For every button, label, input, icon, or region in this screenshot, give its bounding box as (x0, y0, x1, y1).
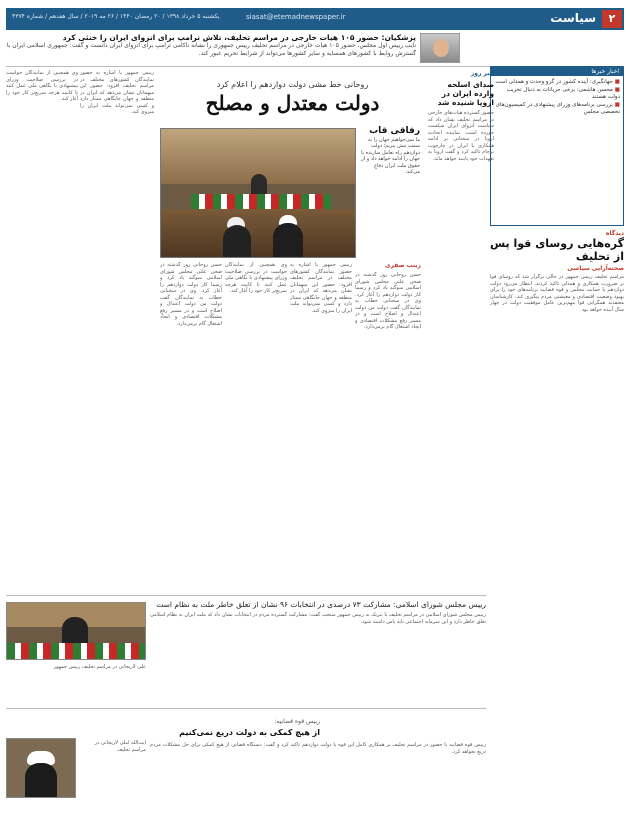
main-headline: دولت معتدل و مصلح (205, 91, 380, 115)
top-strip-title: پزشکیان: حضور ۱۰۵ هیات خارجی در مراسم تحلیف، تلاش ترامپ برای انزوای ایران را خنثی کرد (62, 33, 416, 42)
pull-quote (358, 128, 420, 258)
bottom-kicker: رییس قوه قضاییه: (274, 718, 320, 725)
sidebar-title: اخبار خبرها (491, 67, 623, 76)
main-kicker: روحانی خط مشی دولت دوازدهم را اعلام کرد (216, 80, 369, 89)
quote-body: ما نمی‌خواهیم جهان را به سمت تنش ببریم؛ دولت دوازدهم راه تعامل سازنده با جهان را ادامه خواهد داد و از حقوق ملت ایران دفاع می‌کند. (361, 136, 420, 175)
top-news-strip (6, 34, 416, 62)
quote-name: رفاقی قاب (369, 126, 420, 136)
lower-band-body: رییس مجلس شورای اسلامی در مراسم تحلیف با تبریک به رییس جمهور منتخب گفت: مشارکت گسترده مردم در انتخابات نشان داد که ملت ایران به نظام اسلامی تعلق خاطر دارد و این سرمایه اجتماعی باید پاس داشته شود. (150, 612, 486, 625)
bottom-photo (6, 738, 76, 798)
section-title: سیاست (550, 11, 596, 25)
mid-right-body: حضور گسترده هیات‌های خارجی در مراسم تحلیف نشان داد که سیاست انزوای ایران شکست خورده است. نماینده اتحادیه اروپا در سخنانی بر ادامه همکاری با ایران در چارچوب برجام تاکید کرد و گفت اروپا به تعهدات خود پایبند خواهد ماند. (428, 110, 494, 162)
left-column-a: رییس جمهور با اشاره به حضور نمایندگان کشورهای مختلف در مراسم تحلیف افزود: حضور این میهمانان نشان می‌دهد که ایران در منطقه و جهان جایگاهی ممتاز دارد و کسی نمی‌تواند ملت ایران را منزوی کند. (80, 70, 154, 115)
sidebar-item: ■ جهانگیری: آینده کشور در گرو وحدت و همدلی است (495, 79, 620, 85)
sidebar-item: ■ محسن هاشمی: برخی جریانات به دنبال تخریب دولت هستند (506, 86, 620, 100)
sidebar-item: ■ بررسی برنامه‌های وزرای پیشنهادی در کمیسیون‌های تخصصی مجلس (495, 101, 620, 115)
right-column-headline: گره‌هایی روسای قوا پس از تحلیف (490, 237, 624, 263)
mid-right-kicker: خبر روز (470, 70, 494, 77)
bottom-body: رییس قوه قضاییه با حضور در مراسم تحلیف بر همکاری کامل این قوه با دولت دوازدهم تاکید کرد و گفت: دستگاه قضایی از هیچ کمکی برای حل مشکلات مردم دریغ نخواهد کرد. (150, 742, 486, 755)
lower-band (150, 600, 486, 712)
site-email[interactable]: siasat@etemadnewspaper.ir (246, 13, 346, 21)
top-strip-body: نایب رییس اول مجلس، حضور ۱۰۵ هیات خارجی در مراسم تحلیف رییس جمهوری را نشانه ناکامی ترامپ برای انزوای ایران دانست و گفت: جمهوری اسلامی ایران با گسترش روابط با کشورهای همسایه و سایر کشورها می‌تواند از شرایط تحریم عبور کند. (6, 42, 416, 57)
right-column-body: مراسم تحلیف رییس جمهور در حالی برگزار شد که روسای قوا بر ضرورت همکاری و همدلی تاکید کردند. انتظار می‌رود دولت دوازدهم با حمایت مجلس و قوه قضاییه برنامه‌های خود را برای بهبود وضعیت اقتصادی و معیشتی مردم پیگیری کند. کارشناسان معتقدند همگرایی قوا مهم‌ترین عامل موفقیت دولت در چهار سال آینده خواهد بود. (490, 274, 624, 313)
lower-band-headline: رییس مجلس شورای اسلامی: مشارکت ۷۳ درصدی در انتخابات ۹۶ نشان از تعلق خاطر ملت به نظام است (156, 600, 486, 609)
main-body-col-2: رییس جمهور با اشاره به حضور نمایندگان کشورهای مختلف در مراسم تحلیف افزود: حضور این میهمانان نشان می‌دهد که ایران در منطقه و جهان جایگاهی ممتاز دارد و کسی نمی‌تواند ملت ایران را منزوی کند. (290, 262, 352, 314)
bottom-photo-caption: آیت‌الله آملی لاریجانی در مراسم تحلیف (94, 740, 146, 753)
byline: زینب صفری (385, 262, 421, 269)
divider (6, 595, 486, 596)
main-story-head (160, 80, 425, 115)
right-column-kicker: دیدگاه (605, 230, 624, 237)
portrait-photo (420, 33, 460, 63)
main-body-col-1: حسن روحانی روز گذشته در صحن علنی مجلس شورای اسلامی سوگند یاد کرد و رسما کار دولت دوازدهم را آغاز کرد. وی در سخنانی خطاب به نمایندگان گفت دولت من دولت اعتدال و اصلاح است و در مسیر رفع مشکلات اقتصادی و ایجاد اشتغال گام برمی‌دارد. (355, 272, 421, 330)
right-column-subhead: صحنه‌آرایی سیاسی (567, 265, 624, 272)
date-line: یکشنبه ۵ خرداد ۱۳۹۸ / ۲۰ رمضان ۱۴۴۰ / ۲۶ مه ۲۰۱۹ / سال هفدهم / شماره ۴۳۷۴ (12, 13, 220, 20)
mid-right-column (428, 70, 494, 610)
page-number: ۲ (602, 10, 622, 28)
byline-box (355, 262, 421, 269)
main-body-col-3: وی همچنین از نمایندگان خواست در بررسی صلاحیت وزرای پیشنهادی با نگاهی ملی عمل کنند تا کابینه هرچه سریع‌تر کار خود را آغاز کند. (225, 262, 287, 294)
left-column-b: وی همچنین از نمایندگان خواست در بررسی صلاحیت وزرای پیشنهادی با نگاهی ملی عمل کنند تا کابینه هرچه سریع‌تر کار خود را آغاز کند. (6, 70, 78, 102)
lower-photo-caption: علی لاریجانی در مراسم تحلیف رییس جمهور (53, 664, 146, 670)
news-sidebar (490, 66, 624, 226)
bottom-headline: از هیچ کمکی به دولت دریغ نمی‌کنیم (179, 728, 320, 737)
mid-right-headline: صدای اسلحه وارده ایران در اروپا شنیده شد (437, 80, 494, 107)
main-body-col-4: حسن روحانی روز گذشته در صحن علنی مجلس شورای اسلامی سوگند یاد کرد و رسما کار دولت دوازدهم را آغاز کرد. وی در سخنانی خطاب به نمایندگان گفت دولت من دولت اعتدال و اصلاح است و در مسیر رفع مشکلات اقتصادی و ایجاد اشتغال گام برمی‌دارد. (160, 262, 222, 327)
page-header (6, 8, 624, 30)
lower-photo (6, 602, 146, 660)
divider (6, 708, 486, 709)
main-photo (160, 128, 356, 258)
right-column (490, 230, 624, 624)
